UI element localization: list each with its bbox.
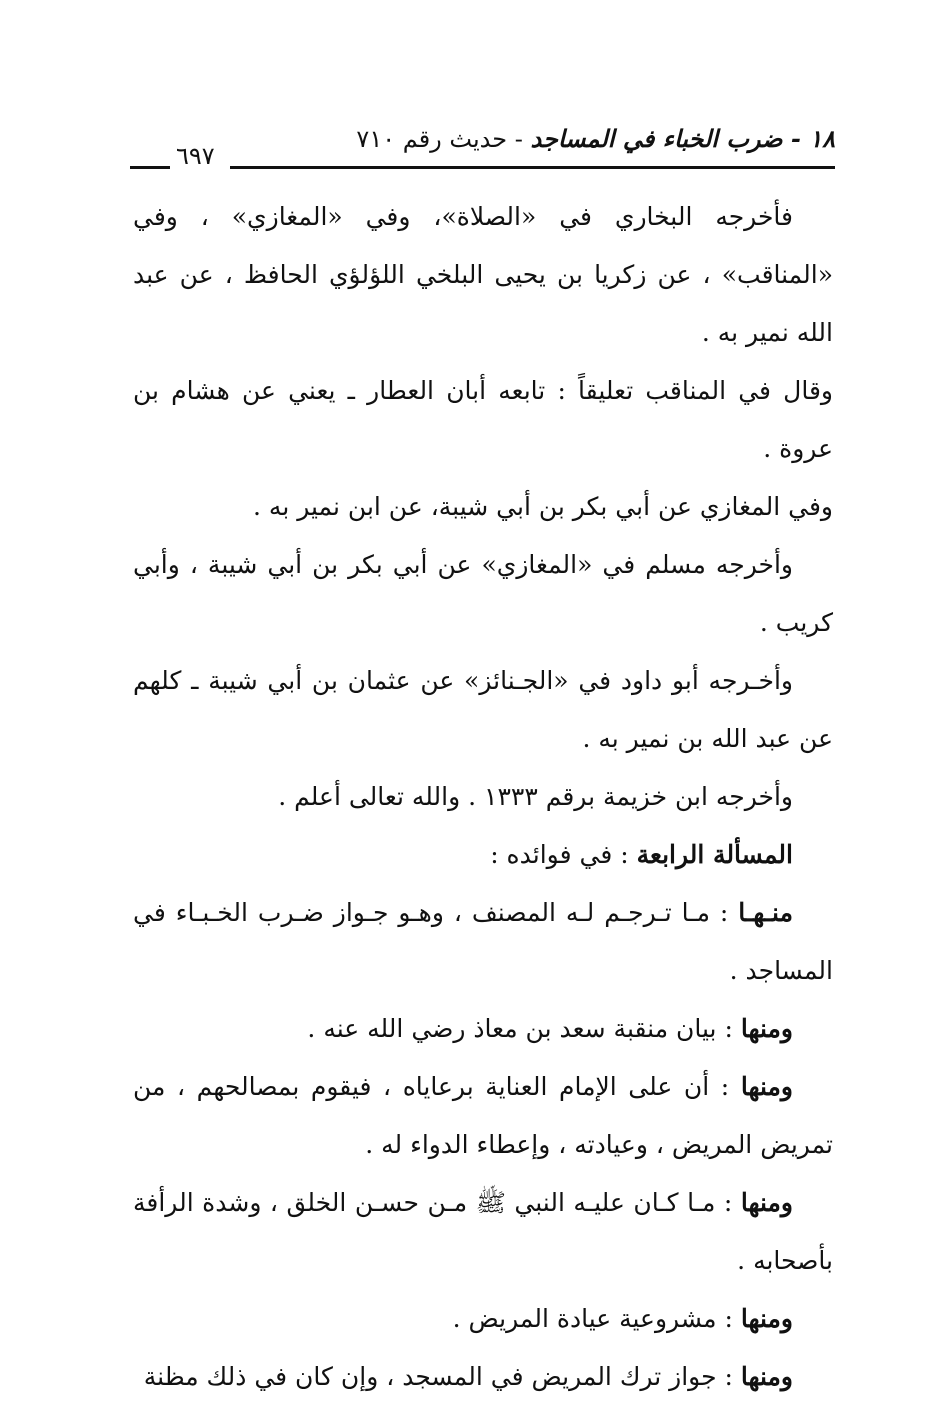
hadith-reference: - حديث رقم ٧١٠	[356, 125, 523, 153]
running-header	[130, 124, 835, 184]
item-keyword: ومنها	[740, 1362, 793, 1391]
paragraph	[133, 536, 833, 652]
item-keyword: ومنها	[740, 1072, 793, 1101]
paragraph	[133, 362, 833, 478]
paragraph-text: وأخرجه مسلم في «المغازي» عن أبي بكر بن أبي شيبة ، وأبي كريب .	[133, 550, 833, 637]
page-body	[133, 188, 833, 1406]
paragraph-text: وأخرجه ابن خزيمة برقم ١٣٣٣ . والله تعالى أعلم .	[278, 782, 793, 811]
benefit-item	[133, 1000, 833, 1058]
benefit-item	[133, 1348, 833, 1406]
paragraph	[133, 188, 833, 362]
paragraph-text: وفي المغازي عن أبي بكر بن أبي شيبة، عن ابن نمير به .	[253, 492, 833, 521]
paragraph-text: وقال في المناقب تعليقاً : تابعه أبان العطار ـ يعني عن هشام بن عروة .	[133, 376, 833, 463]
paragraph-text: : أن على الإمام العناية برعاياه ، فيقوم بمصالحهم ، من تمريض المريض ، وعيادته ، وإعطاء الدواء له .	[133, 1072, 833, 1159]
paragraph	[133, 478, 833, 536]
item-keyword: ومنها	[740, 1304, 793, 1333]
paragraph-text: وأخـرجه أبو داود في «الجـنائز» عن عثمان بن أبي شيبة ـ كلهم عن عبد الله بن نمير به .	[133, 666, 833, 753]
header-title	[356, 124, 835, 153]
header-rule-long	[230, 166, 835, 169]
paragraph-text: : مـا كـان عليـه النبي ﷺ مـن حسـن الخلق ، وشدة الرأفة بأصحابه .	[133, 1188, 833, 1275]
chapter-title: ١٨ - ضرب الخباء في المساجد	[530, 124, 835, 153]
item-keyword: ومنها	[740, 1188, 793, 1217]
header-rule-short	[130, 166, 170, 169]
paragraph-text: : بيان منقبة سعد بن معاذ رضي الله عنه .	[307, 1014, 741, 1043]
benefit-item	[133, 884, 833, 1000]
paragraph-text: فأخرجه البخاري في «الصلاة»، وفي «المغازي» ، وفي «المناقب» ، عن زكريا بن يحيى البلخي اللؤلؤي الحافظ ، عن عبد الله نمير به .	[133, 202, 833, 347]
paragraph	[133, 768, 833, 826]
section-heading	[133, 826, 833, 884]
heading-keyword: المسألة الرابعة	[636, 840, 793, 869]
item-keyword: ومنها	[740, 1014, 793, 1043]
page-number: ٦٩٧	[176, 142, 215, 170]
paragraph-text: : في فوائده :	[490, 840, 637, 869]
benefit-item	[133, 1058, 833, 1174]
paragraph	[133, 652, 833, 768]
benefit-item	[133, 1174, 833, 1290]
paragraph-text: : مـا تـرجـم لـه المصنف ، وهـو جـواز ضـرب الخـبـاء في المساجد .	[133, 898, 833, 985]
item-keyword: منـهـا	[738, 898, 793, 927]
header-rule	[130, 166, 835, 186]
benefit-item	[133, 1290, 833, 1348]
paragraph-text: : مشروعية عيادة المريض .	[452, 1304, 741, 1333]
paragraph-text: : جواز ترك المريض في المسجد ، وإن كان في ذلك مظنة	[143, 1362, 741, 1391]
